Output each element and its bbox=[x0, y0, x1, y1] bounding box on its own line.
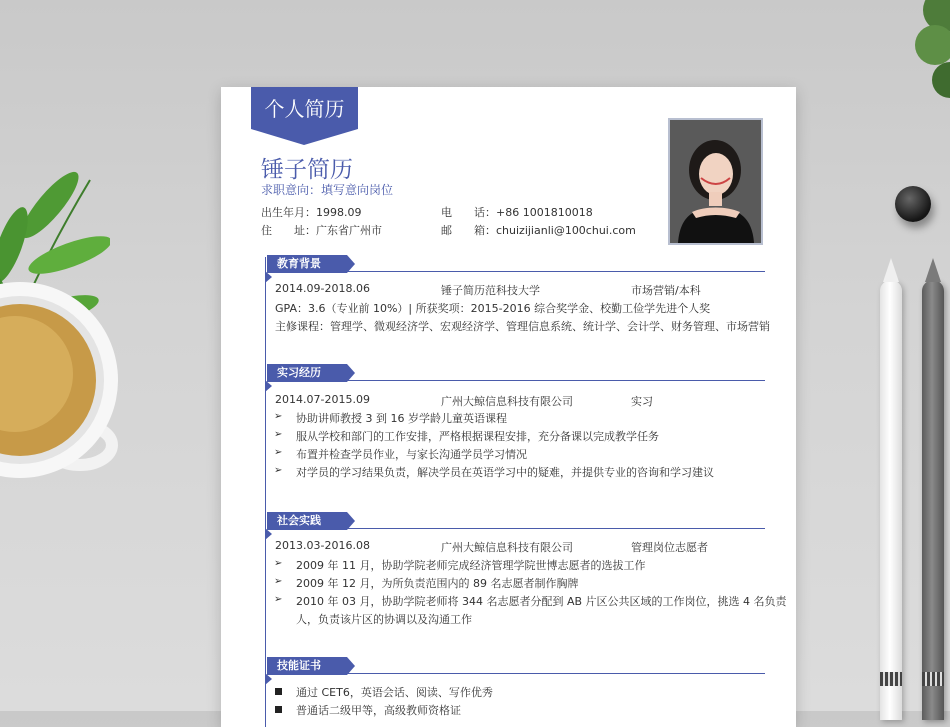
arrow-bullet-icon: ➢ bbox=[274, 429, 283, 440]
skill-item: 普通话二级甲等，高级教师资格证 bbox=[296, 704, 461, 717]
practice-item: 2009 年 12 月，为所负责范围内的 89 名志愿者制作胸牌 bbox=[296, 577, 579, 590]
arrow-bullet-icon: ➢ bbox=[274, 558, 283, 569]
portrait-illustration bbox=[670, 120, 761, 243]
practice-role: 管理岗位志愿者 bbox=[631, 541, 708, 554]
timeline-marker bbox=[265, 528, 272, 540]
education-gpa: GPA：3.6（专业前 10%）| 所获奖项：2015-2016 综合奖学金、校勤工俭学先进个人奖 bbox=[275, 302, 711, 315]
practice-period: 2013.03-2016.08 bbox=[275, 539, 370, 552]
section-skills-title: 技能证书 bbox=[267, 657, 347, 675]
white-pen-decoration bbox=[880, 280, 902, 720]
skill-item: 通过 CET6，英语会话、阅读、写作优秀 bbox=[296, 686, 493, 699]
coffee-cup-decoration bbox=[0, 270, 140, 500]
profile-photo bbox=[668, 118, 763, 245]
education-major: 市场营销/本科 bbox=[631, 284, 701, 297]
internship-period: 2014.07-2015.09 bbox=[275, 393, 370, 406]
square-bullet-icon bbox=[275, 688, 282, 695]
timeline-marker bbox=[265, 673, 272, 685]
arrow-bullet-icon: ➢ bbox=[274, 465, 283, 476]
timeline-marker bbox=[265, 380, 272, 392]
square-bullet-icon bbox=[275, 706, 282, 713]
timeline-marker bbox=[265, 271, 272, 283]
resume-banner-title: 个人简历 bbox=[264, 97, 345, 121]
timeline-line bbox=[265, 257, 266, 727]
education-period: 2014.09-2018.06 bbox=[275, 282, 370, 295]
section-divider bbox=[267, 673, 765, 674]
section-practice-title: 社会实践 bbox=[267, 512, 347, 530]
arrow-bullet-icon: ➢ bbox=[274, 447, 283, 458]
email: 邮 箱：chuizijianli@100chui.com bbox=[441, 224, 636, 237]
practice-company: 广州大鲸信息科技有限公司 bbox=[441, 541, 573, 554]
phone: 电 话：+86 1001810018 bbox=[441, 206, 593, 219]
practice-item-continued: 人，负责该片区的协调以及沟通工作 bbox=[296, 613, 472, 626]
section-internship-title: 实习经历 bbox=[267, 364, 347, 382]
internship-item: 协助讲师教授 3 到 16 岁学龄儿童英语课程 bbox=[296, 412, 507, 425]
section-divider bbox=[267, 380, 765, 381]
section-divider bbox=[267, 271, 765, 272]
grey-pen-decoration bbox=[922, 280, 944, 720]
birth-date: 出生年月：1998.09 bbox=[261, 206, 362, 219]
job-intent: 求职意向：填写意向岗位 bbox=[261, 183, 394, 197]
succulent-decoration bbox=[890, 0, 950, 110]
internship-item: 对学员的学习结果负责，解决学员在英语学习中的疑难，并提供专业的咨询和学习建议 bbox=[296, 466, 714, 479]
internship-role: 实习 bbox=[631, 395, 653, 408]
arrow-bullet-icon: ➢ bbox=[274, 594, 283, 605]
practice-item: 2010 年 03 月，协助学院老师将 344 名志愿者分配到 AB 片区公共区域的工作岗位，挑选 4 名负责 bbox=[296, 595, 787, 608]
internship-item: 服从学校和部门的工作安排，严格根据课程安排，充分备课以完成教学任务 bbox=[296, 430, 659, 443]
internship-company: 广州大鲸信息科技有限公司 bbox=[441, 395, 573, 408]
black-stone-decoration bbox=[895, 186, 931, 222]
candidate-name: 锤子简历 bbox=[261, 157, 353, 183]
education-school: 锤子简历范科技大学 bbox=[441, 284, 540, 297]
resume-paper bbox=[221, 87, 796, 727]
arrow-bullet-icon: ➢ bbox=[274, 411, 283, 422]
section-education-title: 教育背景 bbox=[267, 255, 347, 273]
education-courses: 主修课程：管理学、微观经济学、宏观经济学、管理信息系统、统计学、会计学、财务管理、市场营销 bbox=[275, 320, 770, 333]
section-divider bbox=[267, 528, 765, 529]
internship-item: 布置并检查学员作业，与家长沟通学员学习情况 bbox=[296, 448, 527, 461]
arrow-bullet-icon: ➢ bbox=[274, 576, 283, 587]
practice-item: 2009 年 11 月，协助学院老师完成经济管理学院世博志愿者的选拔工作 bbox=[296, 559, 646, 572]
address: 住 址：广东省广州市 bbox=[261, 224, 382, 237]
